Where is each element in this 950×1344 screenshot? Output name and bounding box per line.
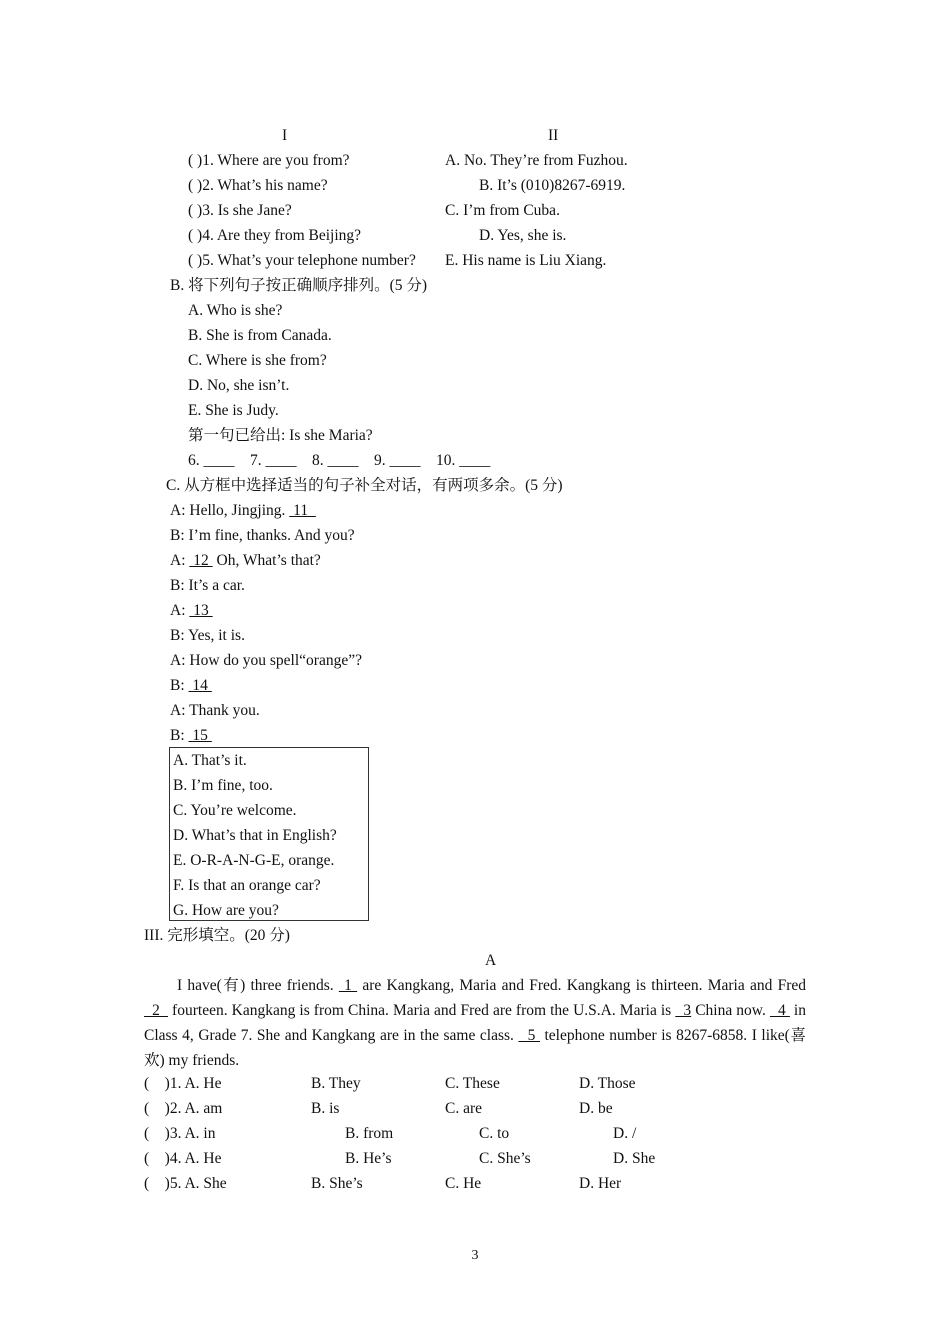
cloze-question-number: ( )1. A. He — [144, 1075, 222, 1092]
dialog-line: B: It’s a car. — [170, 577, 245, 594]
cloze-option: C. These — [445, 1075, 500, 1092]
section-c-title: C. 从方框中选择适当的句子补全对话，有两项多余。(5 分) — [166, 477, 563, 494]
option-item: E. O-R-A-N-G-E, orange. — [173, 852, 335, 869]
order-item: A. Who is she? — [188, 302, 283, 319]
match-question: ( )1. Where are you from? — [188, 152, 350, 169]
cloze-option: B. She’s — [311, 1175, 363, 1192]
option-item: C. You’re welcome. — [173, 802, 297, 819]
dialog-line: A: Hello, Jingjing. 11 — [170, 502, 316, 519]
dialog-line: B: 15 — [170, 727, 212, 744]
cloze-option: B. is — [311, 1100, 340, 1117]
section-b-title: B. 将下列句子按正确顺序排列。(5 分) — [170, 277, 428, 294]
blank-11: 11 — [289, 502, 316, 519]
cloze-option: D. She — [613, 1150, 656, 1167]
cloze-option: C. He — [445, 1175, 482, 1192]
order-item: D. No, she isn’t. — [188, 377, 290, 394]
match-question: ( )2. What’s his name? — [188, 177, 328, 194]
cloze-question-number: ( )5. A. She — [144, 1175, 227, 1192]
cloze-question-number: ( )2. A. am — [144, 1100, 223, 1117]
given-sentence: 第一句已给出: Is she Maria? — [188, 427, 373, 444]
match-question: ( )4. Are they from Beijing? — [188, 227, 362, 244]
option-item: D. What’s that in English? — [173, 827, 337, 844]
option-item: F. Is that an orange car? — [173, 877, 321, 894]
blank-2: 2 — [144, 1002, 168, 1019]
column-header-ii: II — [548, 127, 559, 144]
match-answer: C. I’m from Cuba. — [445, 202, 560, 219]
cloze-option: B. They — [311, 1075, 361, 1092]
cloze-option: C. to — [479, 1125, 510, 1142]
option-item: A. That’s it. — [173, 752, 247, 769]
match-question: ( )3. Is she Jane? — [188, 202, 292, 219]
cloze-question-number: ( )3. A. in — [144, 1125, 216, 1142]
option-item: B. I’m fine, too. — [173, 777, 273, 794]
cloze-question-number: ( )4. A. He — [144, 1150, 222, 1167]
match-answer: A. No. They’re from Fuzhou. — [445, 152, 628, 169]
cloze-option: B. from — [345, 1125, 394, 1142]
cloze-option: C. She’s — [479, 1150, 531, 1167]
dialog-line: A: 12 Oh, What’s that? — [170, 552, 321, 569]
match-question: ( )5. What’s your telephone number? — [188, 252, 416, 269]
dialog-line: A: 13 — [170, 602, 213, 619]
dialog-line: B: Yes, it is. — [170, 627, 245, 644]
order-blanks: 6. ____ 7. ____ 8. ____ 9. ____ 10. ____ — [188, 452, 491, 469]
blank-14: 14 — [188, 677, 212, 694]
blank-3: 3 — [675, 1002, 692, 1019]
dialog-line: B: 14 — [170, 677, 212, 694]
section-iii-title: III. 完形填空。(20 分) — [144, 927, 290, 944]
blank-5: 5 — [518, 1027, 540, 1044]
cloze-option: D. be — [579, 1100, 613, 1117]
blank-1: 1 — [338, 977, 358, 994]
cloze-option: D. / — [613, 1125, 637, 1142]
cloze-passage: I have(有) three friends. 1 are Kangkang, Maria and Fred. Kangkang is thirteen. Maria and Fred 2 fourteen. Kangkang is from China. Maria and Fred are from the U.S.A. Maria is 3 China now. 4 in Class 4, Grade 7. She and Kangkang are in the same class. 5 telephone number is 8267-6858. I like(喜欢) my friends. — [144, 977, 807, 1069]
match-answer: B. It’s (010)8267-6919. — [479, 177, 626, 194]
order-item: E. She is Judy. — [188, 402, 279, 419]
cloze-option: C. are — [445, 1100, 483, 1117]
passage-label: A — [485, 952, 497, 969]
cloze-option: D. Those — [579, 1075, 636, 1092]
blank-4: 4 — [769, 1002, 790, 1019]
dialog-line: A: How do you spell“orange”? — [170, 652, 362, 669]
order-item: B. She is from Canada. — [188, 327, 332, 344]
match-answer: D. Yes, she is. — [479, 227, 567, 244]
blank-12: 12 — [189, 552, 213, 569]
page-number: 3 — [471, 1248, 479, 1263]
dialog-line: B: I’m fine, thanks. And you? — [170, 527, 355, 544]
cloze-option: B. He’s — [345, 1150, 392, 1167]
blank-15: 15 — [188, 727, 212, 744]
order-item: C. Where is she from? — [188, 352, 327, 369]
dialog-line: A: Thank you. — [170, 702, 260, 719]
cloze-option: D. Her — [579, 1175, 622, 1192]
match-answer: E. His name is Liu Xiang. — [445, 252, 607, 269]
column-header-i: I — [282, 127, 288, 144]
blank-13: 13 — [189, 602, 213, 619]
option-item: G. How are you? — [173, 902, 279, 919]
